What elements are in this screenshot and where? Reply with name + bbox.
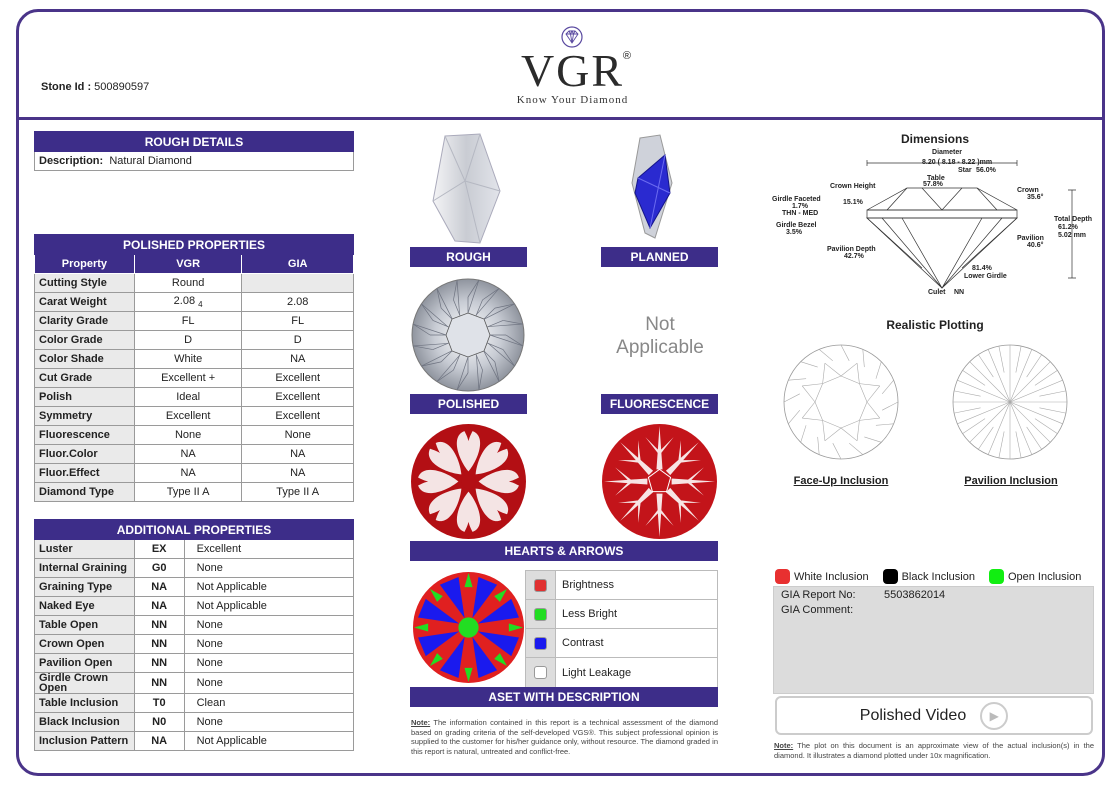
svg-text:Total Depth: Total Depth bbox=[1054, 216, 1092, 223]
table-row: Carat Weight 2.08 $_4$ 2.08 bbox=[35, 293, 354, 312]
inclusion-legend bbox=[775, 569, 1095, 584]
svg-text:40.6°: 40.6° bbox=[1027, 242, 1044, 249]
color-swatch-icon bbox=[534, 608, 547, 621]
svg-text:Pavilion: Pavilion bbox=[1017, 235, 1044, 242]
svg-text:Crown Height: Crown Height bbox=[830, 183, 876, 190]
table-row: Graining Type NA Not Applicable bbox=[35, 578, 354, 597]
rough-diamond-image bbox=[425, 131, 505, 246]
svg-text:5.02 mm: 5.02 mm bbox=[1058, 232, 1087, 239]
right-note: Note: The plot on this document is an approximate view of the actual inclusion(s) in the diamond. It illustrates a diamond plotted under 10x magnification. bbox=[774, 741, 1094, 760]
svg-text:42.7%: 42.7% bbox=[844, 253, 864, 260]
color-swatch-icon bbox=[775, 569, 790, 584]
polished-diamond-image bbox=[410, 277, 526, 393]
svg-text:Diameter: Diameter bbox=[932, 149, 962, 156]
svg-text:Lower Girdle: Lower Girdle bbox=[964, 273, 1007, 280]
table-row: Naked Eye NA Not Applicable bbox=[35, 597, 354, 616]
table-row: Diamond Type Type II A Type II A bbox=[35, 483, 354, 502]
arrows-image bbox=[601, 423, 718, 540]
rough-description: Natural Diamond bbox=[109, 155, 192, 167]
inclusion-legend-item: Open Inclusion bbox=[989, 569, 1081, 584]
vgr-logo: VGR ® Know Your Diamond bbox=[500, 24, 645, 116]
table-row: Clarity Grade FL FL bbox=[35, 312, 354, 331]
svg-text:35.6°: 35.6° bbox=[1027, 194, 1044, 201]
table-row: Polish Ideal Excellent bbox=[35, 388, 354, 407]
polished-properties-title: POLISHED PROPERTIES bbox=[35, 235, 354, 255]
hearts-arrows-label: HEARTS & ARROWS bbox=[410, 541, 718, 561]
table-row: Girdle Crown Open NN None bbox=[35, 673, 354, 694]
svg-text:81.4%: 81.4% bbox=[972, 265, 992, 272]
play-icon: ▶ bbox=[980, 702, 1008, 730]
planned-diamond-image bbox=[620, 133, 700, 243]
stone-id: Stone Id : 500890597 bbox=[41, 81, 150, 93]
face-up-plot bbox=[782, 343, 900, 461]
aset-legend-item: Contrast bbox=[526, 629, 717, 658]
dimensions-diagram bbox=[772, 148, 1096, 298]
svg-text:Crown: Crown bbox=[1017, 187, 1039, 194]
table-row: Color Grade D D bbox=[35, 331, 354, 350]
rough-details-title: ROUGH DETAILS bbox=[35, 132, 354, 152]
table-row: Table Open NN None bbox=[35, 616, 354, 635]
table-row: Fluor.Effect NA NA bbox=[35, 464, 354, 483]
table-row: Table Inclusion T0 Clean bbox=[35, 694, 354, 713]
fluorescence-not-applicable: Not Applicable bbox=[616, 314, 704, 358]
svg-text:Culet: Culet bbox=[928, 289, 946, 296]
aset-legend-item: Light Leakage bbox=[526, 658, 717, 687]
aset-image bbox=[412, 571, 525, 684]
aset-legend-item: Brightness bbox=[526, 571, 717, 600]
svg-text:NN: NN bbox=[954, 289, 965, 296]
gia-box: GIA Report No: 5503862014 GIA Comment: bbox=[773, 586, 1094, 694]
planned-label: PLANNED bbox=[601, 247, 718, 267]
table-row: Internal Graining G0 None bbox=[35, 559, 354, 578]
svg-text:8.20 ( 8.18 - 8.22 )mm: 8.20 ( 8.18 - 8.22 )mm bbox=[922, 159, 993, 166]
aset-legend bbox=[525, 570, 718, 688]
table-row: Luster EX Excellent bbox=[35, 540, 354, 559]
diamond-logo-icon bbox=[560, 26, 584, 48]
color-swatch-icon bbox=[883, 569, 898, 584]
hearts-image bbox=[410, 423, 527, 540]
svg-text:Girdle Faceted: Girdle Faceted bbox=[772, 196, 821, 203]
rough-details-table: ROUGH DETAILS Description: Natural Diamond bbox=[34, 131, 354, 171]
table-row: Cut Grade Excellent + Excellent bbox=[35, 369, 354, 388]
table-row: Pavilion Open NN None bbox=[35, 654, 354, 673]
pavilion-plot bbox=[951, 343, 1069, 461]
additional-properties-title: ADDITIONAL PROPERTIES bbox=[35, 520, 354, 540]
svg-text:56.0%: 56.0% bbox=[976, 167, 996, 174]
table-row: Cutting Style Round bbox=[35, 274, 354, 293]
svg-text:Girdle Bezel: Girdle Bezel bbox=[776, 222, 817, 229]
color-swatch-icon bbox=[989, 569, 1004, 584]
table-row: Symmetry Excellent Excellent bbox=[35, 407, 354, 426]
svg-text:3.5%: 3.5% bbox=[786, 229, 802, 236]
fluorescence-label: FLUORESCENCE bbox=[601, 394, 718, 414]
svg-text:15.1%: 15.1% bbox=[843, 199, 863, 206]
rough-label: ROUGH bbox=[410, 247, 527, 267]
table-row: Fluor.Color NA NA bbox=[35, 445, 354, 464]
dimensions-title: Dimensions bbox=[900, 132, 969, 146]
aset-legend-item: Less Bright bbox=[526, 600, 717, 629]
svg-text:1.7%: 1.7% bbox=[792, 203, 808, 210]
header-divider bbox=[19, 117, 1103, 120]
svg-text:61.2%: 61.2% bbox=[1058, 224, 1078, 231]
realistic-plotting-title: Realistic Plotting bbox=[886, 318, 984, 332]
gia-report-number: 5503862014 bbox=[884, 589, 946, 601]
left-note: Note: The information contained in this report is a technical assessment of the diamond based on grading criteria of the self-developed VGS®. This subject professional opinion is supplied to the customer for his/her guidance only, without resource. The diamond graded in this report is natural, untreated and conflict-free. bbox=[411, 718, 718, 756]
aset-label: ASET WITH DESCRIPTION bbox=[410, 687, 718, 707]
inclusion-legend-item: White Inclusion bbox=[775, 569, 869, 584]
svg-text:THN - MED: THN - MED bbox=[782, 210, 819, 217]
table-row: Inclusion Pattern NA Not Applicable bbox=[35, 732, 354, 751]
face-up-inclusion-link[interactable]: Face-Up Inclusion bbox=[793, 475, 889, 487]
table-row: Fluorescence None None bbox=[35, 426, 354, 445]
color-swatch-icon bbox=[534, 579, 547, 592]
color-swatch-icon bbox=[534, 666, 547, 679]
inclusion-legend-item: Black Inclusion bbox=[883, 569, 975, 584]
pavilion-inclusion-link[interactable]: Pavilion Inclusion bbox=[964, 475, 1058, 487]
svg-text:Star: Star bbox=[958, 167, 972, 174]
svg-text:Table: Table bbox=[927, 175, 945, 182]
svg-text:57.8%: 57.8% bbox=[923, 181, 943, 188]
svg-text:Pavilion Depth: Pavilion Depth bbox=[827, 246, 876, 253]
polished-video-button[interactable]: Polished Video ▶ bbox=[775, 696, 1093, 735]
table-row: Black Inclusion N0 None bbox=[35, 713, 354, 732]
color-swatch-icon bbox=[534, 637, 547, 650]
table-row: Crown Open NN None bbox=[35, 635, 354, 654]
polished-label: POLISHED bbox=[410, 394, 527, 414]
polished-properties-table: POLISHED PROPERTIES Property VGR GIA Cutting Style Round Carat Weight 2.08 $_4$ 2.08 Clarity Grade FL FL Color Grade D D Color Shade White NA Cut Grade Excellent + Excellent Polish Ideal Excellent Symmetry Excellent Excellent Fluorescence None None Fluor.Color NA NA Fluor.Effect NA NA Diamond Type Type II A Type II A bbox=[34, 234, 354, 502]
table-row: Color Shade White NA bbox=[35, 350, 354, 369]
additional-properties-table bbox=[34, 519, 354, 751]
